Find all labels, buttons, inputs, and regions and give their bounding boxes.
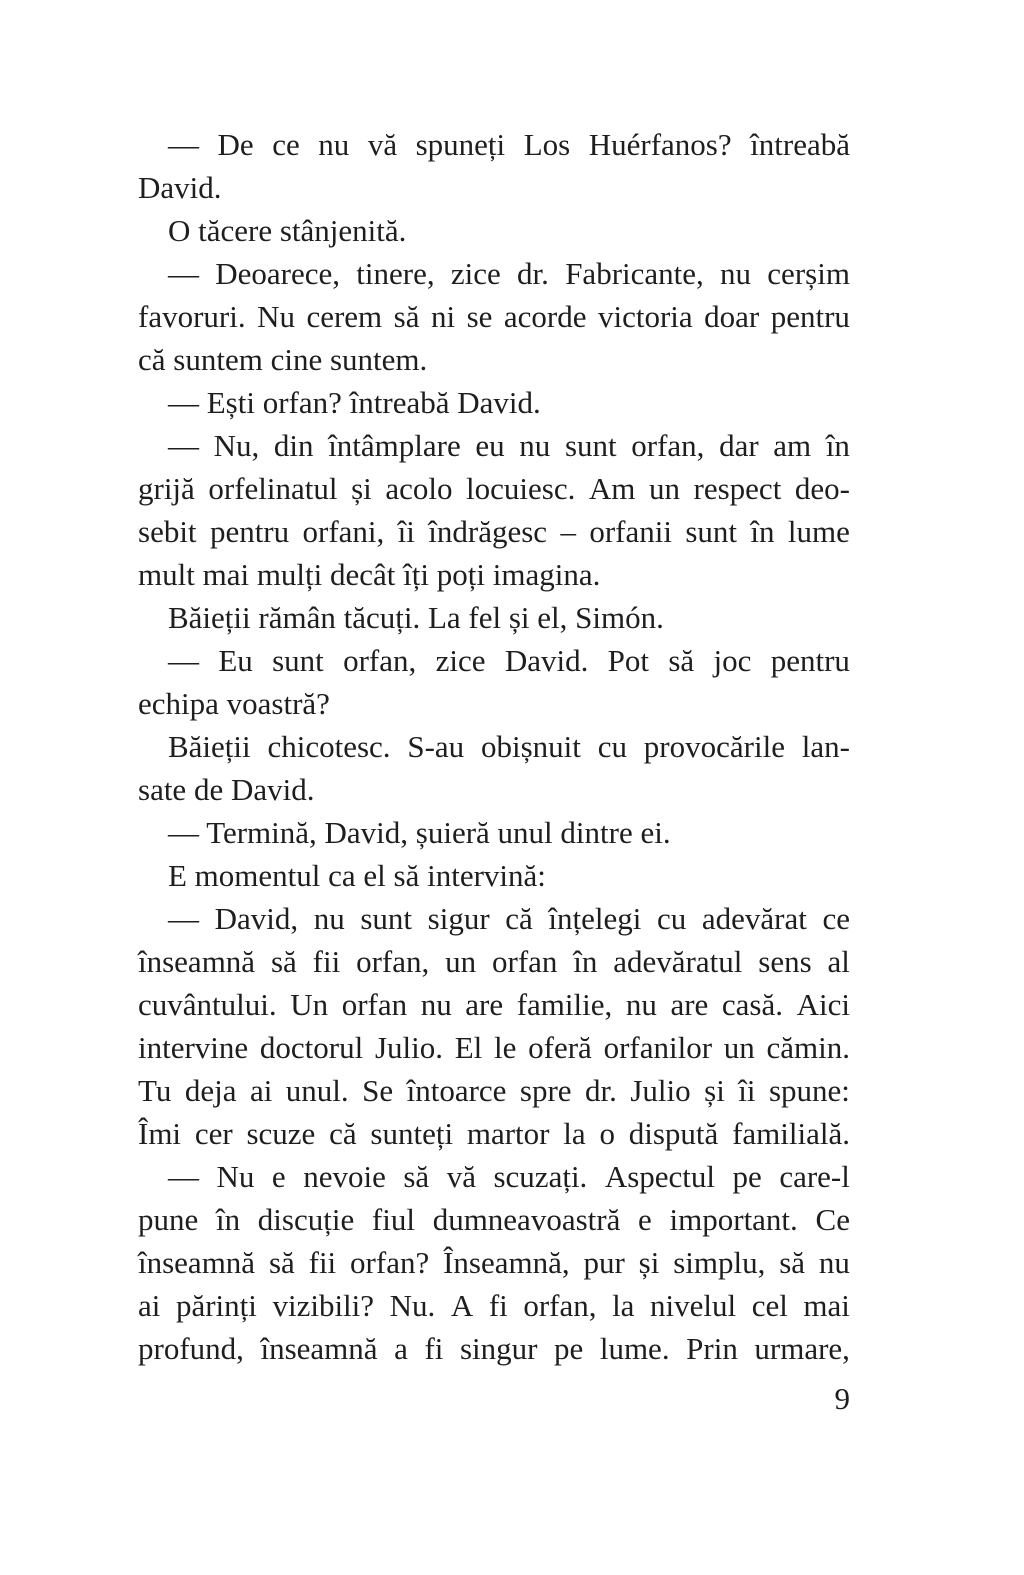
text-line: Îmi cer scuze că sunteți martor la o dispută familială. — [138, 1116, 850, 1151]
text-line: David. — [138, 170, 222, 205]
text-line: — De ce nu vă spuneți Los Huérfanos? întreabă — [168, 127, 850, 162]
text-line: favoruri. Nu cerem să ni se acorde victoria doar pentru — [138, 299, 850, 334]
text-line: grijă orfelinatul și acolo locuiesc. Am un respect deo- — [138, 471, 850, 506]
text-line: Tu deja ai unul. Se întoarce spre dr. Julio și îi spune: — [138, 1073, 850, 1108]
text-line: ai părinți vizibili? Nu. A fi orfan, la nivelul cel mai — [138, 1288, 850, 1323]
text-line: — Nu, din întâmplare eu nu sunt orfan, dar am în — [168, 428, 850, 463]
page-number: 9 — [834, 1381, 850, 1416]
text-line: sate de David. — [138, 772, 315, 807]
text-line: înseamnă să fii orfan, un orfan în adevăratul sens al — [138, 944, 850, 979]
text-line: E momentul ca el să intervină: — [168, 858, 546, 893]
text-line: — Eu sunt orfan, zice David. Pot să joc pentru — [168, 643, 850, 678]
text-line: — Termină, David, șuieră unul dintre ei. — [168, 815, 671, 850]
text-line: — Deoarece, tinere, zice dr. Fabricante, nu cerșim — [168, 256, 850, 291]
text-line: înseamnă să fii orfan? Înseamnă, pur și simplu, să nu — [138, 1245, 850, 1280]
text-line: intervine doctorul Julio. El le oferă orfanilor un cămin. — [138, 1030, 850, 1065]
text-line: sebit pentru orfani, îi îndrăgesc – orfanii sunt în lume — [138, 514, 850, 549]
text-line: Băieții chicotesc. S-au obișnuit cu provocările lan- — [168, 729, 850, 764]
text-line: că suntem cine suntem. — [138, 342, 428, 377]
text-line: Băieții rămân tăcuți. La fel și el, Simón. — [168, 600, 664, 635]
text-line: — Nu e nevoie să vă scuzați. Aspectul pe care-l — [168, 1159, 850, 1194]
text-line: echipa voastră? — [138, 686, 330, 721]
text-line: mult mai mulți decât îți poți imagina. — [138, 557, 601, 592]
text-line: cuvântului. Un orfan nu are familie, nu are casă. Aici — [138, 987, 850, 1022]
text-line: — David, nu sunt sigur că înțelegi cu adevărat ce — [168, 901, 850, 936]
text-block — [138, 123, 850, 1370]
text-line: pune în discuție fiul dumneavoastră e important. Ce — [138, 1202, 850, 1237]
text-line: profund, înseamnă a fi singur pe lume. Prin urmare, — [138, 1331, 850, 1366]
text-line: O tăcere stânjenită. — [168, 213, 407, 248]
text-line: — Ești orfan? întreabă David. — [168, 385, 541, 420]
